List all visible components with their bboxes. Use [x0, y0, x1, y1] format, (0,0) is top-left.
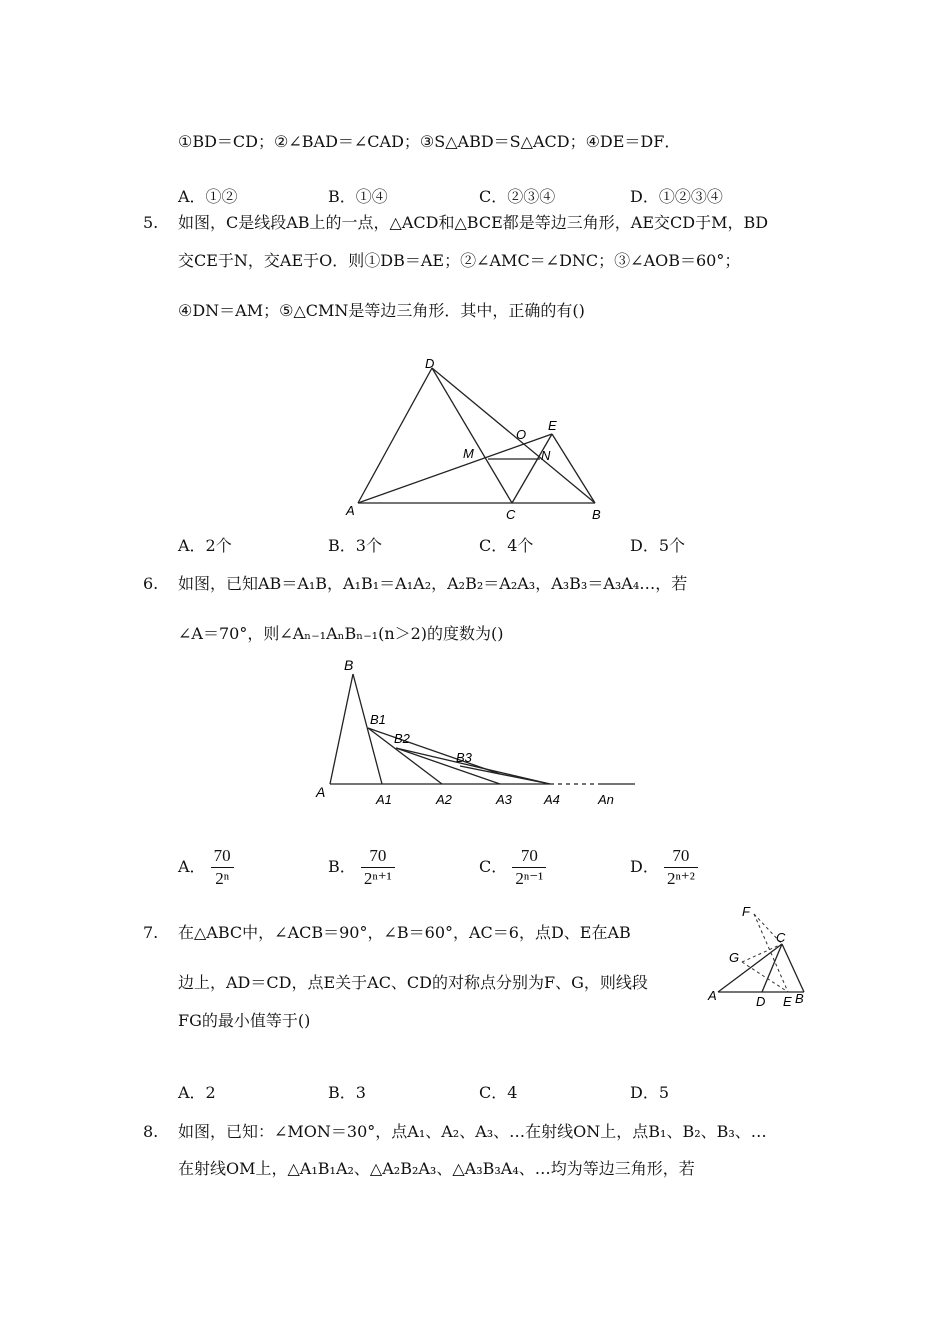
q7-label-g: G — [729, 950, 740, 965]
q5-label-e: E — [548, 418, 557, 433]
q6-option-c-numerator: 70 — [520, 846, 538, 865]
q7-label-a: A — [708, 988, 717, 1003]
q7-label-d: D — [756, 994, 766, 1009]
q6-label-a1: A1 — [376, 792, 392, 807]
q5-option-c[interactable]: C．4个 — [479, 536, 534, 555]
q5-text-line2: 交CE于N，交AE于O．则①DB＝AE；②∠AMC＝∠DNC；③∠AOB＝60°； — [178, 251, 741, 270]
q5-label-c: C — [506, 507, 516, 522]
q5-label-n: N — [541, 448, 551, 463]
q7-label-b: B — [795, 991, 804, 1006]
q6-label-b3: B3 — [456, 750, 472, 765]
q6-option-c-denominator: 2ⁿ⁻¹ — [512, 867, 546, 890]
q4-option-a[interactable]: A．①② — [178, 187, 238, 206]
q5-label-d: D — [425, 356, 435, 371]
q6-option-d[interactable] — [630, 845, 698, 890]
q6-label-a: A — [316, 784, 326, 800]
q6-option-d-numerator: 70 — [672, 846, 690, 865]
q6-label-a4: A4 — [544, 792, 560, 807]
q6-option-c-letter: C． — [479, 857, 508, 876]
q6-option-a-numerator: 70 — [213, 846, 231, 865]
q8-text-line2: 在射线OM上，△A₁B₁A₂、△A₂B₂A₃、△A₃B₃A₄、…均为等边三角形，若 — [178, 1159, 695, 1178]
q6-option-b-fraction — [361, 845, 395, 890]
q4-option-d[interactable]: D．①②③④ — [630, 187, 723, 206]
q6-label-a3: A3 — [496, 792, 512, 807]
q4-option-b[interactable]: B．①④ — [328, 187, 388, 206]
q8-number: 8. — [143, 1122, 159, 1141]
q6-option-b-numerator: 70 — [369, 846, 387, 865]
q6-label-an: An — [598, 792, 614, 807]
q7-label-e: E — [783, 994, 792, 1009]
q7-text-line3: FG的最小值等于() — [178, 1011, 311, 1030]
q6-figure — [310, 652, 640, 812]
q6-number: 6. — [143, 574, 159, 593]
q7-option-d[interactable]: D．5 — [630, 1083, 670, 1102]
q5-label-a: A — [346, 503, 355, 518]
q5-option-d[interactable]: D．5个 — [630, 536, 686, 555]
q7-option-a[interactable]: A．2 — [178, 1083, 216, 1102]
q7-figure — [700, 900, 815, 1012]
q6-label-a2: A2 — [436, 792, 452, 807]
q6-text-line2: ∠A＝70°，则∠Aₙ₋₁AₙBₙ₋₁(n＞2)的度数为() — [178, 624, 504, 643]
q5-option-a[interactable]: A．2个 — [178, 536, 232, 555]
q5-figure — [340, 350, 610, 530]
q4-statements: ①BD＝CD；②∠BAD＝∠CAD；③S△ABD＝S△ACD；④DE＝DF． — [178, 132, 681, 151]
q6-option-a-fraction — [211, 845, 234, 890]
q6-option-b-letter: B． — [328, 857, 356, 876]
q6-option-c[interactable] — [479, 845, 546, 890]
q6-label-b1: B1 — [370, 712, 386, 727]
q5-label-m: M — [463, 446, 474, 461]
q6-option-a-letter: A． — [178, 857, 206, 876]
q5-label-b: B — [592, 507, 601, 522]
q7-label-c: C — [776, 930, 786, 945]
q6-option-a-denominator: 2ⁿ — [211, 867, 234, 890]
q6-text-line1: 如图，已知AB＝A₁B，A₁B₁＝A₁A₂，A₂B₂＝A₂A₃，A₃B₃＝A₃A₄…，若 — [178, 574, 688, 593]
q7-label-f: F — [742, 904, 750, 919]
q6-option-d-fraction — [664, 845, 698, 890]
q7-option-c[interactable]: C．4 — [479, 1083, 518, 1102]
q6-option-d-letter: D． — [630, 857, 659, 876]
q4-option-c[interactable]: C．②③④ — [479, 187, 556, 206]
q8-text-line1: 如图，已知：∠MON＝30°，点A₁、A₂、A₃、…在射线ON上，点B₁、B₂、B₃、… — [178, 1122, 767, 1141]
q5-label-o: O — [516, 427, 527, 442]
q6-option-b-denominator: 2ⁿ⁺¹ — [361, 867, 395, 890]
q5-text-line3: ④DN＝AM；⑤△CMN是等边三角形．其中，正确的有() — [178, 301, 585, 320]
q6-option-a[interactable] — [178, 845, 234, 890]
q7-text-line2: 边上，AD＝CD，点E关于AC、CD的对称点分别为F、G，则线段 — [178, 973, 648, 992]
q5-option-b[interactable]: B．3个 — [328, 536, 382, 555]
q6-label-b2: B2 — [394, 731, 410, 746]
q7-text-line1: 在△ABC中，∠ACB＝90°，∠B＝60°，AC＝6，点D、E在AB — [178, 923, 631, 942]
q5-text-line1: 如图，C是线段AB上的一点，△ACD和△BCE都是等边三角形，AE交CD于M，BD — [178, 213, 769, 232]
q7-number: 7. — [143, 923, 159, 942]
q6-option-c-fraction — [512, 845, 546, 890]
q6-label-b: B — [344, 657, 354, 673]
q7-option-b[interactable]: B．3 — [328, 1083, 366, 1102]
q6-option-d-denominator: 2ⁿ⁺² — [664, 867, 698, 890]
q5-number: 5. — [143, 213, 159, 232]
q6-option-b[interactable] — [328, 845, 395, 890]
